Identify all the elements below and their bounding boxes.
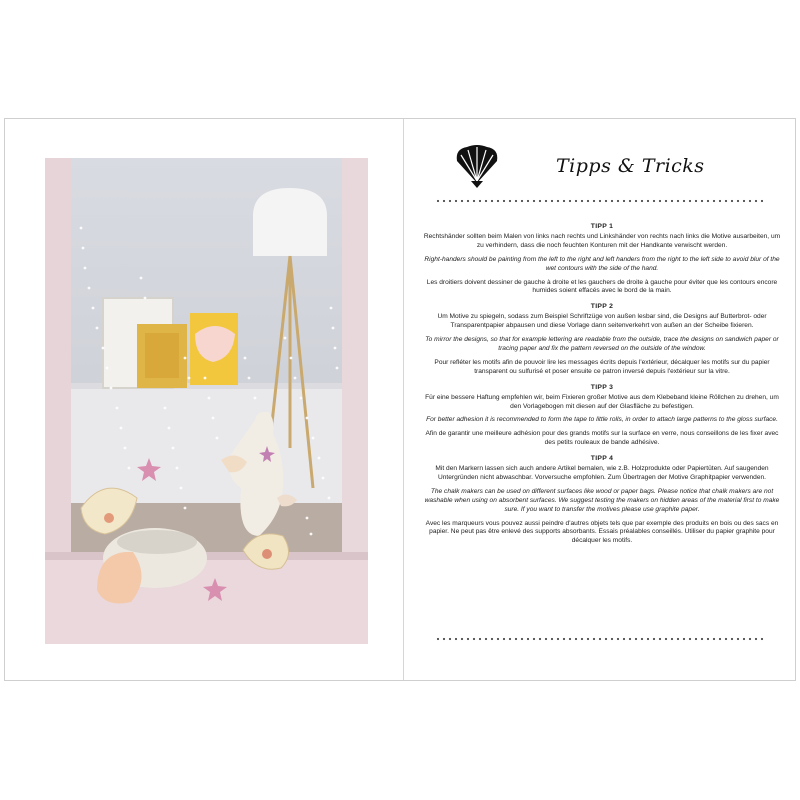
book-spread [4, 118, 796, 681]
tip-text-french: Afin de garantir une meilleure adhésion pour des grands motifs sur la surface en verre, nous conseillons de les fixer avec des petits rouleaux de bande adhésive. [425, 430, 779, 447]
tip-text-german: Um Motive zu spiegeln, sodass zum Beispiel Schriftzüge von außen lesbar sind, die Designs auf Butterbrot- oder Transparentpapier abpausen und diese Vorlage dann seitenverkehrt von außen an der Scheibe fixieren. [437, 313, 767, 330]
page-header [453, 143, 753, 193]
page-title: Tipps & Tricks [556, 155, 705, 177]
tip-text-french: Les droitiers doivent dessiner de gauche à droite et les gauchers de droite à gauche pour éviter que les contours encore humides soient effacés avec le bord de la main. [426, 278, 778, 295]
tip-heading: TIPP 3 [590, 383, 614, 391]
tip-text-french: Avec les marqueurs vous pouvez aussi peindre d'autres objets tels que par exemple des produits en bois ou des sacs en papier. Ne peut pas être enlevé des supports absorbants. Essais préalables conseillés. Utiliser du papier graphite pour décalquer les motifs. [425, 519, 779, 545]
tip-1 [423, 223, 781, 296]
tip-text-french: Pour refléter les motifs afin de pouvoir lire les messages écrits depuis l'extérieur, décalquer les motifs sur du papier transparent ou sulfurisé et poser ensuite ce patron inversé depuis l'extérieur sur la vitre. [434, 358, 770, 375]
tip-text-german: Mit den Markern lassen sich auch andere Artikel bemalen, wie z.B. Holzprodukte oder Papiertüten. Auf saugenden Untergründen nicht abwaschbar. Vorversuche empfohlen. Zum Übertragen der Motive Graphitpapier verwenden. [435, 465, 769, 481]
tip-text-english: The chalk makers can be used on different surfaces like wood or paper bags. Please notice that chalk makers are not washable when using on absorbent surfaces. We suggest testing the makers on hidden areas of the material first to make sure. If you want to transfer the motives please use graphite paper. [424, 487, 780, 513]
dotted-divider-bottom [435, 637, 765, 641]
tip-heading: TIPP 1 [590, 223, 614, 230]
tip-2 [423, 303, 781, 376]
tip-4 [423, 455, 781, 546]
photo-illustration [45, 158, 368, 644]
tip-heading: TIPP 2 [590, 303, 614, 311]
tip-text-english: For better adhesion it is recommended to form the tape to little rolls, in order to attach large patterns to the gloss surface. [426, 416, 778, 424]
window-decoration-photo [45, 158, 368, 644]
dotted-divider-top [435, 199, 765, 203]
tip-text-english: To mirror the designs, so that for example lettering are readable from the outside, trace the designs on sandwich paper or tracing paper and fix the pattern reversed on the outside of the window. [425, 336, 779, 352]
tip-3 [423, 384, 781, 448]
tip-text-german: Rechtshänder sollten beim Malen von links nach rechts und Linkshänder von rechts nach links die Motive ausarbeiten, um zu verhindern, dass die noch feuchten Konturen mit der Handkante verwischt werden. [423, 232, 781, 249]
tip-text-english: Right-handers should be painting from the left to the right and left handers from the right to the left side to avoid blur of the wet contours with the side of the hand. [424, 255, 780, 272]
page-gutter [403, 119, 404, 680]
tip-heading: TIPP 4 [590, 455, 614, 463]
tips-content [423, 223, 781, 553]
tips-page [409, 119, 797, 680]
scallop-shell-icon [453, 143, 501, 189]
tip-text-german: Für eine bessere Haftung empfehlen wir, beim Fixieren großer Motive aus dem Klebeband kleine Röllchen zu drehen, um den Vorlagebogen mit diesen auf der Glasfläche zu befestigen. [425, 393, 779, 410]
